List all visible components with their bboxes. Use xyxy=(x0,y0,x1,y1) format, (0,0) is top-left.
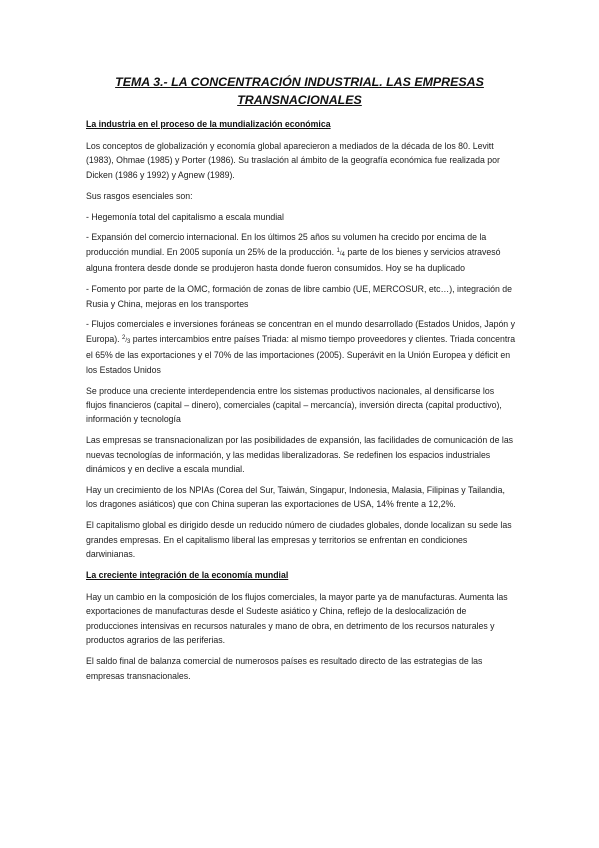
bullet-expansion-text-a: - Expansión del comercio internacional. En los últimos 25 años su volumen ha crecido por encima de la producción mundial. En 2005 suponía un 25% de la producción. xyxy=(86,232,487,257)
paragraph-npias: Hay un crecimiento de los NPIAs (Corea del Sur, Taiwán, Singapur, Indonesia, Malasia, Filipinas y Tailandia, los dragones asiáticos) que con China superan las exportaciones de USA, 14% frente a 12,2%. xyxy=(86,485,505,510)
fraction-denominator: 3 xyxy=(127,338,131,345)
title-line-1: TEMA 3.- LA CONCENTRACIÓN INDUSTRIAL. LAS EMPRESAS xyxy=(115,75,484,89)
bullet-expansion-text-b: parte de los bienes y servicios atravesó alguna frontera desde donde se produjeron hasta donde fueron consumidos. Hoy se ha duplicado xyxy=(86,246,501,274)
bullet-expansion-comercio xyxy=(86,230,516,275)
document-body xyxy=(86,117,516,689)
fraction-numerator: 1 xyxy=(336,247,340,254)
paragraph-conceptos: Los conceptos de globalización y economía global aparecieron a mediados de la década de los 80. Levitt (1983), Ohmae (1985) y Porter (1986). Su traslación al ámbito de la geografía económica fue realizada por Dicken (1986 y 1992) y Agnew (1989). xyxy=(86,140,500,180)
title-line-2: TRANSNACIONALES xyxy=(237,93,362,107)
paragraph-interdependencia: Se produce una creciente interdependencia entre los sistemas productivos nacionales, al densificarse los flujos financieros (capital – dinero), comerciales (capital – mercancía), inversión directa (capital productivo), información y tecnología xyxy=(86,385,502,425)
fraction-denominator: 4 xyxy=(341,251,345,258)
bullet-flujos-comerciales xyxy=(86,317,516,377)
fraction-numerator: 2 xyxy=(122,334,126,341)
fraction-two-thirds: 2/3 xyxy=(122,334,131,345)
paragraph-capitalismo-global: El capitalismo global es dirigido desde un reducido número de ciudades globales, donde localizan su sede las grandes empresas. En el capitalismo liberal las empresas y territorios se enfrentan en condiciones darwinianas. xyxy=(86,520,512,560)
section-heading-mundializacion: La industria en el proceso de la mundialización económica xyxy=(86,119,331,129)
bullet-flujos-text-b: partes intercambios entre países Triada: al mismo tiempo proveedores y clientes. Triada concentra el 65% de las exportaciones y el 70% de las importaciones (2005). Superávit en la Unión Europea y déficit en los Estados Unidos xyxy=(86,333,516,375)
section-heading-integracion: La creciente integración de la economía mundial xyxy=(86,570,289,581)
fraction-one-quarter: 1/4 xyxy=(336,247,345,258)
bullet-hegemonia: - Hegemonía total del capitalismo a escala mundial xyxy=(86,211,284,222)
paragraph-saldo-balanza: El saldo final de balanza comercial de numerosos países es resultado directo de las estrategias de las empresas transnacionales. xyxy=(86,656,483,681)
bullet-flujos-text-a: - Flujos comerciales e inversiones foráneas se concentran en el mundo desarrollado (Estados Unidos, Japón y Europa). xyxy=(86,319,515,344)
document-title xyxy=(60,73,539,109)
paragraph-transnacionalizan: Las empresas se transnacionalizan por las posibilidades de expansión, las facilidades de comunicación de las nuevas tecnologías de información, y las medidas liberalizadoras. Se redefinen los espacios industriales dinámicos y en declive a escala mundial. xyxy=(86,435,514,475)
bullet-fomento-omc: - Fomento por parte de la OMC, formación de zonas de libre cambio (UE, MERCOSUR, etc…), integración de Rusia y China, mejoras en los transportes xyxy=(86,284,513,309)
paragraph-rasgos-intro: Sus rasgos esenciales son: xyxy=(86,190,193,201)
paragraph-flujos-manufacturas: Hay un cambio en la composición de los flujos comerciales, la mayor parte ya de manufacturas. Aumenta las exportaciones de manufacturas desde el Sudeste asiático y China, reflejo de la deslocalización de producciones intensivas en recursos naturales y mano de obra, en detrimento de los recursos naturales y productos agrarios de las periferias. xyxy=(86,591,508,646)
